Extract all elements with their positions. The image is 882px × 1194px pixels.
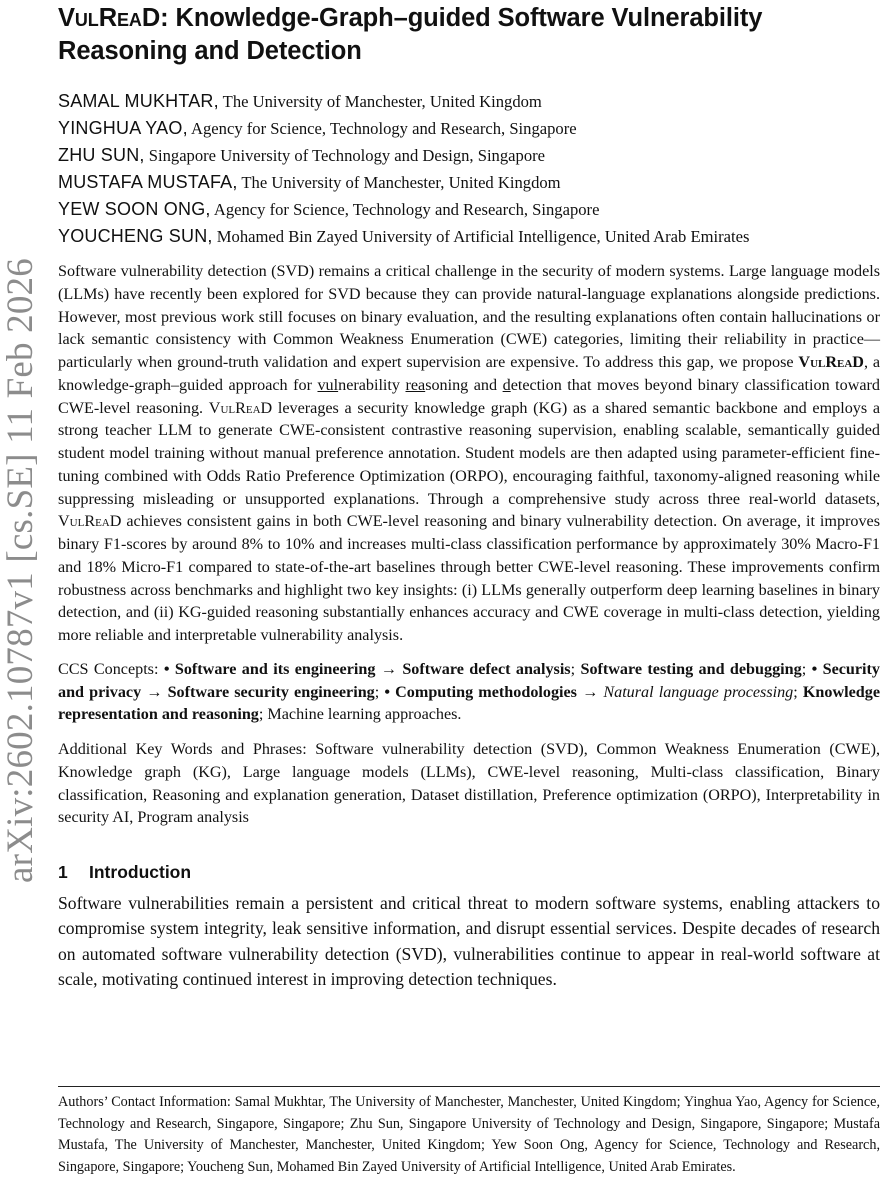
ccs-term-italic: Natural language processing — [603, 683, 794, 701]
author-entry — [58, 223, 880, 250]
ccs-separator: ; — [374, 683, 385, 701]
ccs-term: Software defect analysis — [402, 660, 571, 678]
ccs-separator: ; — [801, 660, 812, 678]
author-affiliation: Singapore University of Technology and Design, Singapore — [144, 146, 546, 165]
abstract-text: soning and — [425, 376, 503, 394]
author-entry — [58, 142, 880, 169]
author-affiliation: Agency for Science, Technology and Research, Singapore — [210, 200, 600, 219]
ccs-separator: ; — [793, 683, 803, 701]
abstract-text: Software vulnerability detection (SVD) remains a critical challenge in the security of modern systems. Large language models (LLMs) have recently been explored for SVD because they can provide natural-language explanations alongside predictions. However, most previous work still focuses on binary evaluation, and the resulting explanations often contain hallucinations or lack semantic consistency with Common Weakness Enumeration (CWE) categories, limiting their reliability in practice—particularly when ground-truth validation and expert supervision are expensive. To address this gap, we propose — [58, 263, 880, 371]
ccs-term: Software testing and debugging — [580, 660, 802, 678]
abstract-paragraph — [58, 261, 880, 648]
author-list — [58, 88, 880, 250]
ccs-term: Software security engineering — [167, 683, 375, 701]
system-name: VulReaD — [58, 513, 122, 531]
system-name-bold: VulReaD — [798, 354, 864, 371]
author-name: ZHU SUN, — [58, 145, 145, 165]
author-affiliation: Mohamed Bin Zayed University of Artificial Intelligence, United Arab Emirates — [212, 227, 750, 246]
ccs-separator: ; — [570, 660, 581, 678]
author-contact-footnote — [58, 1092, 880, 1178]
ccs-concepts — [58, 659, 880, 727]
section-title: Introduction — [89, 862, 192, 882]
keywords: Additional Key Words and Phrases: Software vulnerability detection (SVD), Common Weakness Enumeration (CWE), Knowledge graph (KG), Large language models (LLMs), CWE-level reasoning, Multi-class classification, Binary classification, Reasoning and explanation generation, Dataset distillation, Preference optimization (ORPO), Interpretability in security AI, Program analysis — [58, 741, 880, 827]
footnote-divider — [58, 1086, 880, 1087]
acronym-underline: vul — [317, 376, 339, 394]
author-entry — [58, 169, 880, 196]
author-entry — [58, 115, 880, 142]
author-affiliation: The University of Manchester, United Kingdom — [218, 92, 542, 111]
acronym-underline: d — [502, 376, 511, 394]
footnote-text: Authors’ Contact Information: Samal Mukhtar, The University of Manchester, Manchester, United Kingdom; Yinghua Yao, Agency for Science, Technology and Research, Singapore, Singapore; Zhu Sun, Singapore University of Technology and Design, Singapore, Singapore; Mustafa Mustafa, The University of Manchester, Manchester, United Kingdom; Yew Soon Ong, Agency for Science, Technology and Research, Singapore, Singapore; Youcheng Sun, Mohamed Bin Zayed University of Artificial Intelligence, United Arab Emirates. — [58, 1094, 880, 1175]
title-system-name: VulReaD — [58, 4, 161, 32]
ccs-label: CCS Concepts: — [58, 660, 164, 678]
ccs-term: Knowledge representation and reasoning — [58, 683, 880, 724]
paper-title — [58, 0, 880, 68]
section-heading — [58, 861, 880, 883]
ccs-term: • Software and its engineering — [163, 660, 376, 678]
introduction-paragraph: Software vulnerabilities remain a persistent and critical threat to modern software systems, enabling attackers to compromise system integrity, leak sensitive information, and disrupt essential services. Despite decades of research on automated software vulnerability detection (SVD), vulnerabilities continue to appear in real-world software at scale, motivating continued interest in improving detection techniques. — [58, 893, 880, 989]
ccs-term: • Security and privacy — [58, 660, 880, 701]
author-name: YOUCHENG SUN, — [58, 226, 213, 246]
author-entry — [58, 196, 880, 223]
title-rest: : Knowledge-Graph–guided Software Vulnerability Reasoning and Detection — [58, 4, 763, 65]
ccs-arrow: → — [375, 660, 403, 678]
abstract-text: achieves consistent gains in both CWE-level reasoning and binary vulnerability detection. On average, it improves binary F1-scores by around 8% to 10% and increases multi-class classification performance by approximately 30% Macro-F1 and 18% Micro-F1 compared to state-of-the-art baselines through better CWE-level reasoning. These improvements confirm robustness across benchmarks and highlight two key insights: (i) LLMs generally outperform deep learning baselines in binary detection, and (ii) KG-guided reasoning substantially enhances accuracy and CWE coverage in multi-class detection, yielding more reliable and interpretable vulnerability analysis. — [58, 513, 880, 644]
paper-page — [58, 0, 881, 1175]
ccs-arrow: → — [576, 683, 604, 701]
acronym-underline: rea — [405, 376, 426, 394]
author-affiliation: Agency for Science, Technology and Research, Singapore — [187, 119, 577, 138]
author-name: YEW SOON ONG, — [58, 199, 211, 219]
author-name: SAMAL MUKHTAR, — [58, 91, 219, 111]
abstract — [58, 261, 880, 648]
ccs-tail: ; Machine learning approaches. — [258, 706, 462, 724]
abstract-text: leverages a security knowledge graph (KG) as a shared semantic backbone and employs a strong teacher LLM to generate CWE-consistent contrastive reasoning supervision, enabling scalable, semantically guided student model training without manual preference annotation. Student models are then adapted using parameter-efficient fine-tuning combined with Odds Ratio Preference Optimization (ORPO), encouraging faithful, taxonomy-aligned reasoning while suppressing misleading or unsupported explanations. Through a comprehensive study across three real-world datasets, — [58, 399, 880, 508]
section-number: 1 — [58, 862, 68, 882]
system-name: VulReaD — [208, 399, 273, 417]
ccs-arrow: → — [141, 683, 168, 701]
abstract-text: etection that moves beyond binary classification toward CWE-level reasoning. — [58, 376, 880, 417]
abstract-text: nerability — [338, 376, 406, 394]
author-name: YINGHUA YAO, — [58, 118, 188, 138]
author-affiliation: The University of Manchester, United Kingdom — [237, 173, 561, 192]
abstract-text: , a knowledge-graph–guided approach for — [58, 354, 881, 394]
arxiv-identifier-text: arXiv:2602.10787v1 [cs.SE] 11 Feb 2026 — [0, 257, 41, 883]
author-name: MUSTAFA MUSTAFA, — [58, 172, 238, 192]
author-entry — [58, 88, 880, 115]
ccs-term: • Computing methodologies — [384, 683, 577, 701]
arxiv-identifier-stamp — [0, 208, 40, 932]
